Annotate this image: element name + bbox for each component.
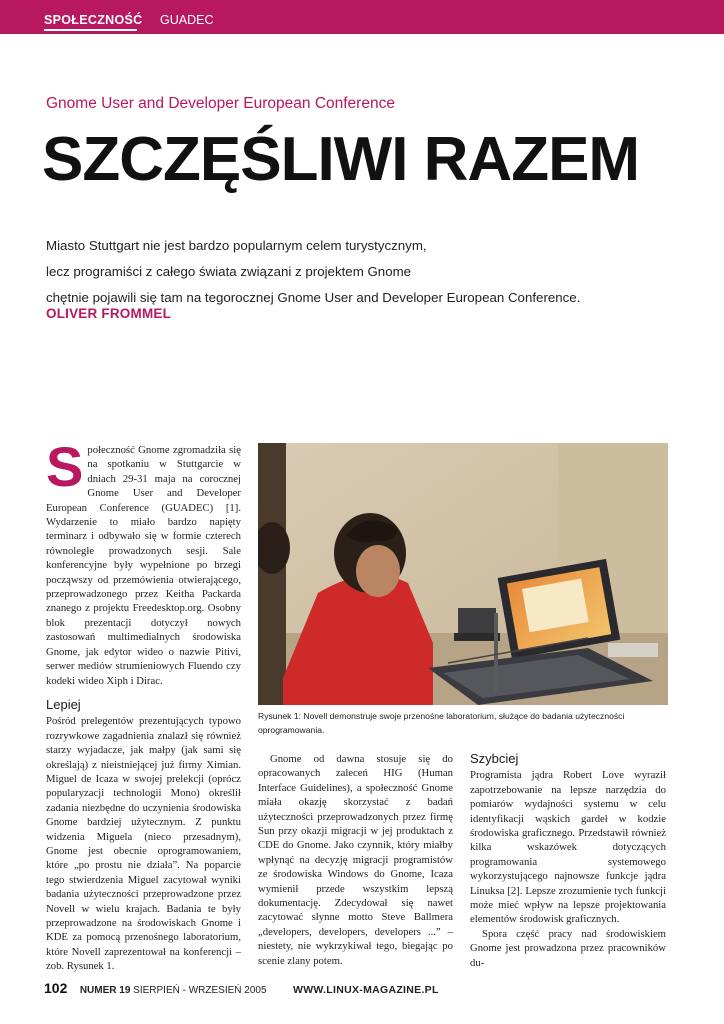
article-headline: SZCZĘŚLIWI RAZEM xyxy=(42,125,640,194)
section-underline xyxy=(44,29,137,31)
issue-number: NUMER 19 xyxy=(79,985,131,996)
magazine-url: WWW.LINUX-MAGAZINE.PL xyxy=(293,984,439,996)
section-heading-szybciej: Szybciej xyxy=(470,751,519,766)
issue-date: SIERPIEŃ - WRZESIEŃ 2005 xyxy=(133,985,267,996)
article-lead xyxy=(46,233,686,311)
issue-info xyxy=(80,985,267,996)
body-paragraph: Spora część pracy nad środowiskiem Gnome jest prowadzona przez pracowników du- xyxy=(470,927,666,969)
article-kicker: Gnome User and Developer European Conference xyxy=(46,95,395,112)
article-author: OLIVER FROMMEL xyxy=(46,306,172,321)
figure-caption: Rysunek 1: Novell demonstruje swoje przenośne laboratorium, służące do badania użyteczności oprogramowania. xyxy=(258,711,625,735)
column-1 xyxy=(46,435,241,974)
section-heading-lepiej: Lepiej xyxy=(46,696,81,712)
subsection-label: GUADEC xyxy=(160,13,214,27)
page-number: 102 xyxy=(44,980,68,996)
body-paragraph: Programista jądra Robert Love wyraził zapotrzebowanie na lepsze narzędzia do pomiarów wydajności systemu w celu identyfikacji wąskich gardeł w kodzie środowiska graficznego. Przedstawił również kilka wskazówek dotyczących programowania systemowego wykorzystującego najnowsze funkcje jądra Linuksa [2]. Lepsze zrozumienie tych funkcji może mieć wpływ na lepsze projektowania elementów środowisk graficznych. xyxy=(470,769,666,926)
lead-line: chętnie pojawili się tam na tegorocznej Gnome User and Developer European Conference. xyxy=(46,290,581,305)
conference-photo xyxy=(258,443,668,705)
lead-line: lecz programiści z całego świata związani z projektem Gnome xyxy=(46,264,412,279)
lead-line: Miasto Stuttgart nie jest bardzo popularnym celem turystycznym, xyxy=(46,238,427,253)
column-3 xyxy=(470,752,666,970)
section-label: SPOŁECZNOŚĆ xyxy=(44,13,143,27)
page-footer xyxy=(44,980,684,998)
body-paragraph: Gnome od dawna stosuje się do opracowanych zaleceń HIG (Human Interface Guidelines), a społeczność Gnome miała okazję skorzystać z badań użyteczności przeprowadzonych przez firmę Sun przy okazji migracji w jej produktach z CDE do Gnome. Jako czynnik, który miałby wpłynąć na decyzję migracji programistów ze środowiska Windows do Gnome, Icaza wymienił przede wszystkim lepszą dokumentację. Zdecydował się nawet zacytować słynne motto Steve Ballmera „developers, developers, developers ...” – niestety, nie wykrzykiwał tego, biegając po scenie zlany potem. xyxy=(258,753,453,967)
body-paragraph: Pośród prelegentów prezentujących typowo rozrywkowe zagadnienia znalazł się również starzy wyjadacze, jak małpy (jak sami się określają) z nieistniejącej już firmy Ximian. Miguel de Icaza w swojej prelekcji (oprócz popularyzacji technologii Mono) określił zadania niezbędne do uczynienia środowiska Gnome bardziej użytecznym. Z punktu widzenia Miguela (nieco przesadnym), Gnome jest obecnie oprogramowaniem, które „po prostu nie działa”. Na poparcie tego stwierdzenia Miguel zacytował wyniki badania użyteczności przeprowadzone przez Novell w wielu krajach. Badania te były przeprowadzone na środowiskach Gnome i KDE za pomocą przenośnego laboratorium, które Novell zaprezentował na konferencji – zob. Rysunek 1. xyxy=(46,715,241,973)
photo-illustration xyxy=(258,443,668,705)
intro-paragraph: połeczność Gnome zgromadziła się na spotkaniu w Stuttgarcie w dniach 29-31 maja na corocznej Gnome User and Developer European Conference (GUADEC) [1]. Wydarzenie to miało bardzo napięty terminarz i odbywało się w formie czterech równoległe prowadzonych sesji. Sale konferencyjne były wypełnione po brzegi począwszy od przemówienia otwierającego, przeprowadzonego przez Keitha Packarda znanego z projektu Freedesktop.org. Osobny blok prezentacji dotyczył nowych zastosowań multimedialnych środowiska Gnome, jak edytor wideo o nazwie Pitivi, serwer mediów strumieniowych Fluendo czy kodeki wideo Xiph i Dirac. xyxy=(46,444,241,687)
column-2 xyxy=(258,752,453,968)
drop-cap: S xyxy=(46,435,84,498)
section-header-bar xyxy=(0,0,724,34)
